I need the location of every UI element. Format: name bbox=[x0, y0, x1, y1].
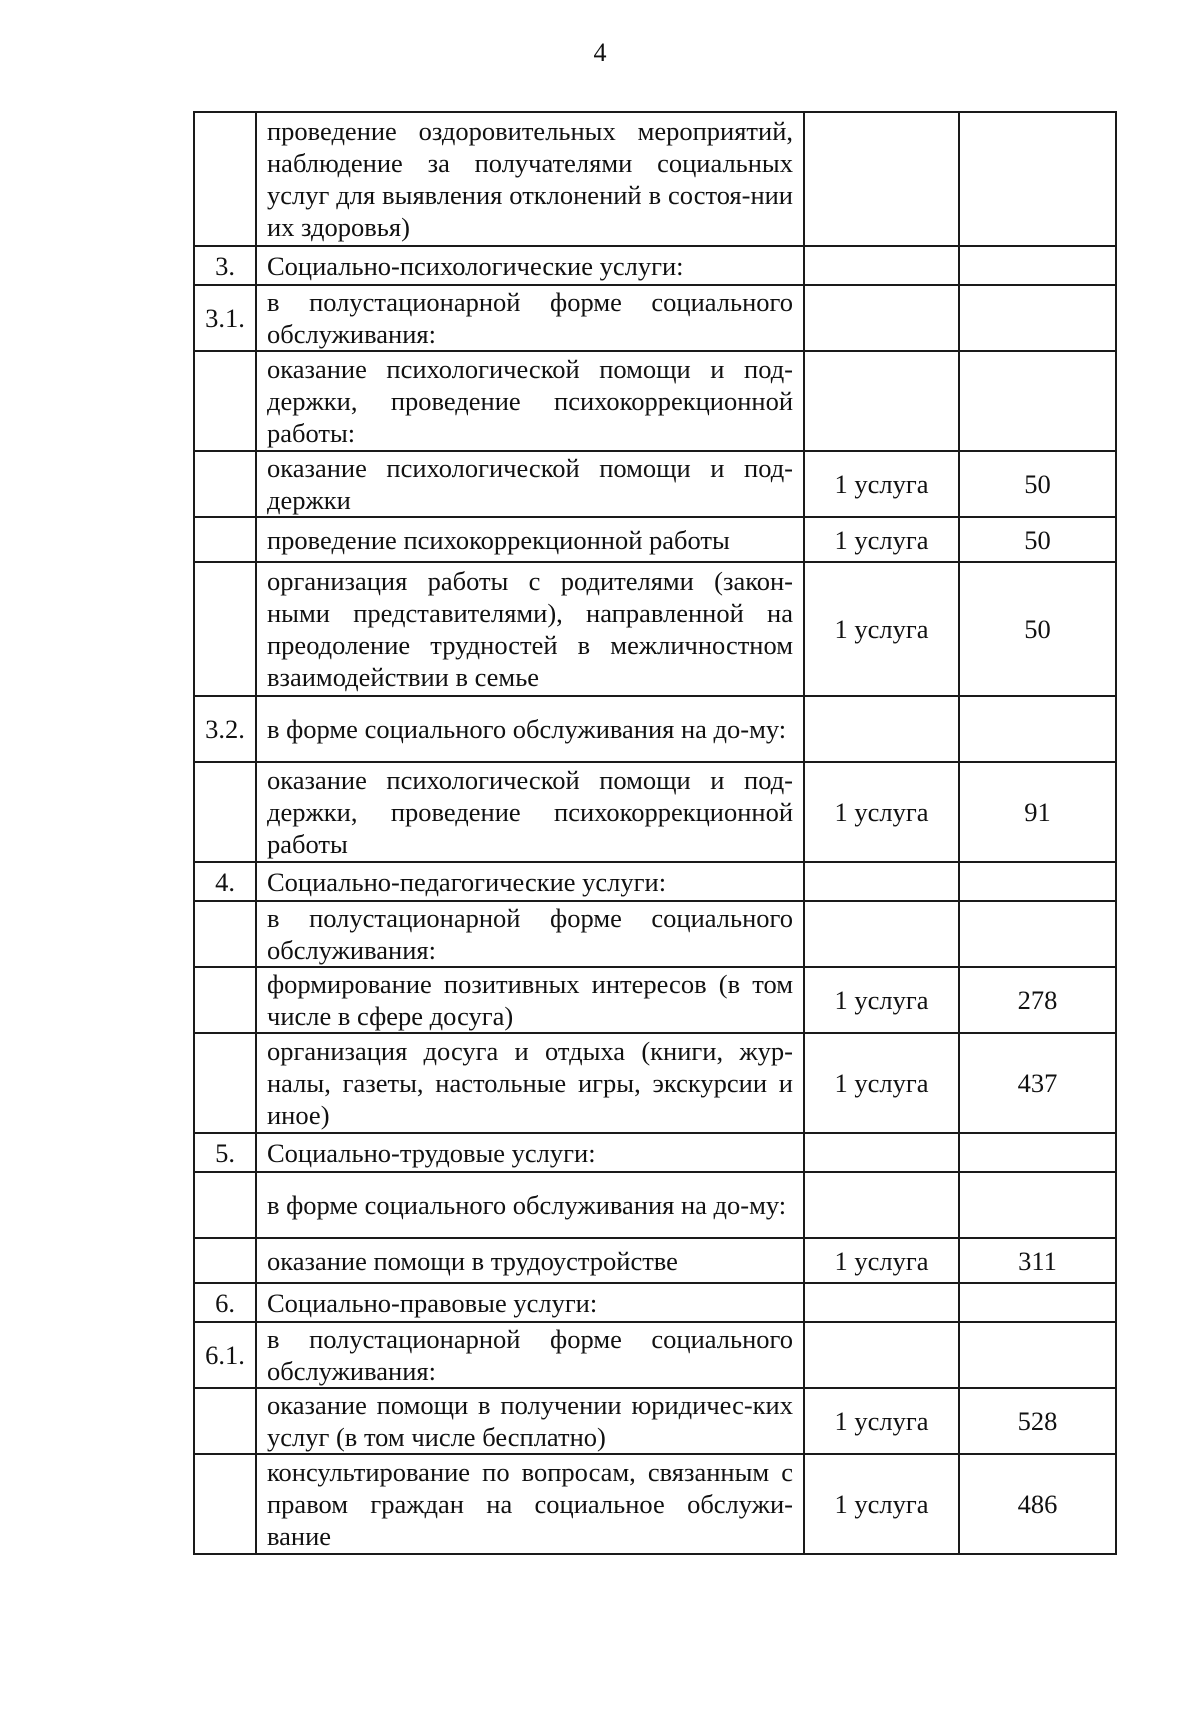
table-row bbox=[194, 246, 1116, 285]
table-row bbox=[194, 1033, 1116, 1133]
service-description: в форме социального обслуживания на до-му: bbox=[256, 1172, 804, 1238]
table-row bbox=[194, 1133, 1116, 1172]
value-cell bbox=[959, 1322, 1116, 1388]
service-description: в форме социального обслуживания на до-му: bbox=[256, 696, 804, 762]
unit-cell: 1 услуга bbox=[804, 1238, 959, 1283]
value-cell: 486 bbox=[959, 1454, 1116, 1554]
row-number: 3.2. bbox=[194, 696, 256, 762]
table-row bbox=[194, 1283, 1116, 1322]
service-description: в полустационарной форме социального обслуживания: bbox=[256, 285, 804, 351]
value-cell bbox=[959, 285, 1116, 351]
service-description: проведение оздоровительных мероприятий, наблюдение за получателями социальных услуг для выявления отклонений в состоя-нии их здоровья) bbox=[256, 112, 804, 246]
table-row bbox=[194, 1322, 1116, 1388]
row-number bbox=[194, 762, 256, 862]
row-number bbox=[194, 1388, 256, 1454]
service-description: в полустационарной форме социального обслуживания: bbox=[256, 1322, 804, 1388]
table-row bbox=[194, 901, 1116, 967]
value-cell: 91 bbox=[959, 762, 1116, 862]
value-cell bbox=[959, 351, 1116, 451]
value-cell bbox=[959, 1283, 1116, 1322]
service-description: оказание психологической помощи и под-держки bbox=[256, 451, 804, 517]
value-cell: 50 bbox=[959, 562, 1116, 696]
unit-cell: 1 услуга bbox=[804, 517, 959, 562]
row-number: 3.1. bbox=[194, 285, 256, 351]
unit-cell bbox=[804, 285, 959, 351]
row-number bbox=[194, 1033, 256, 1133]
row-number bbox=[194, 1172, 256, 1238]
table-row bbox=[194, 1172, 1116, 1238]
row-number bbox=[194, 562, 256, 696]
row-number bbox=[194, 901, 256, 967]
service-description: Социально-психологические услуги: bbox=[256, 246, 804, 285]
service-description: оказание помощи в получении юридичес-ких услуг (в том числе бесплатно) bbox=[256, 1388, 804, 1454]
services-table-body bbox=[194, 112, 1116, 1554]
row-number bbox=[194, 351, 256, 451]
unit-cell: 1 услуга bbox=[804, 1033, 959, 1133]
table-row bbox=[194, 451, 1116, 517]
service-description: оказание психологической помощи и под-держки, проведение психокоррекционной работы bbox=[256, 762, 804, 862]
row-number bbox=[194, 1454, 256, 1554]
unit-cell bbox=[804, 862, 959, 901]
table-row bbox=[194, 1238, 1116, 1283]
table-row bbox=[194, 351, 1116, 451]
value-cell: 278 bbox=[959, 967, 1116, 1033]
row-number: 6.1. bbox=[194, 1322, 256, 1388]
service-description: в полустационарной форме социального обслуживания: bbox=[256, 901, 804, 967]
table-row bbox=[194, 762, 1116, 862]
value-cell bbox=[959, 1133, 1116, 1172]
value-cell: 437 bbox=[959, 1033, 1116, 1133]
service-description: формирование позитивных интересов (в том числе в сфере досуга) bbox=[256, 967, 804, 1033]
unit-cell bbox=[804, 1133, 959, 1172]
table-row bbox=[194, 1388, 1116, 1454]
value-cell bbox=[959, 1172, 1116, 1238]
row-number bbox=[194, 517, 256, 562]
row-number bbox=[194, 1238, 256, 1283]
unit-cell bbox=[804, 1172, 959, 1238]
service-description: Социально-правовые услуги: bbox=[256, 1283, 804, 1322]
row-number: 5. bbox=[194, 1133, 256, 1172]
table-row bbox=[194, 285, 1116, 351]
unit-cell bbox=[804, 246, 959, 285]
service-description: оказание помощи в трудоустройстве bbox=[256, 1238, 804, 1283]
page-number: 4 bbox=[593, 38, 607, 67]
service-description: организация досуга и отдыха (книги, жур-налы, газеты, настольные игры, экскурсии и иное) bbox=[256, 1033, 804, 1133]
unit-cell bbox=[804, 112, 959, 246]
value-cell: 50 bbox=[959, 517, 1116, 562]
value-cell bbox=[959, 862, 1116, 901]
unit-cell: 1 услуга bbox=[804, 562, 959, 696]
unit-cell bbox=[804, 696, 959, 762]
table-row bbox=[194, 112, 1116, 246]
unit-cell: 1 услуга bbox=[804, 451, 959, 517]
value-cell: 528 bbox=[959, 1388, 1116, 1454]
service-description: оказание психологической помощи и под-держки, проведение психокоррекционной работы: bbox=[256, 351, 804, 451]
unit-cell bbox=[804, 1322, 959, 1388]
service-description: консультирование по вопросам, связанным с правом граждан на социальное обслужи-вание bbox=[256, 1454, 804, 1554]
row-number bbox=[194, 451, 256, 517]
value-cell bbox=[959, 246, 1116, 285]
row-number bbox=[194, 112, 256, 246]
table-row bbox=[194, 1454, 1116, 1554]
table-row bbox=[194, 862, 1116, 901]
unit-cell bbox=[804, 351, 959, 451]
service-description: Социально-педагогические услуги: bbox=[256, 862, 804, 901]
services-table bbox=[193, 111, 1117, 1555]
unit-cell bbox=[804, 1283, 959, 1322]
row-number: 3. bbox=[194, 246, 256, 285]
table-row bbox=[194, 696, 1116, 762]
value-cell: 311 bbox=[959, 1238, 1116, 1283]
row-number: 4. bbox=[194, 862, 256, 901]
service-description: Социально-трудовые услуги: bbox=[256, 1133, 804, 1172]
value-cell bbox=[959, 901, 1116, 967]
unit-cell: 1 услуга bbox=[804, 1454, 959, 1554]
row-number bbox=[194, 967, 256, 1033]
service-description: организация работы с родителями (закон-ными представителями), направленной на преодоление трудностей в межличностном взаимодействии в семье bbox=[256, 562, 804, 696]
value-cell bbox=[959, 696, 1116, 762]
unit-cell bbox=[804, 901, 959, 967]
service-description: проведение психокоррекционной работы bbox=[256, 517, 804, 562]
unit-cell: 1 услуга bbox=[804, 967, 959, 1033]
unit-cell: 1 услуга bbox=[804, 1388, 959, 1454]
table-row bbox=[194, 517, 1116, 562]
unit-cell: 1 услуга bbox=[804, 762, 959, 862]
value-cell: 50 bbox=[959, 451, 1116, 517]
table-row bbox=[194, 562, 1116, 696]
row-number: 6. bbox=[194, 1283, 256, 1322]
value-cell bbox=[959, 112, 1116, 246]
table-row bbox=[194, 967, 1116, 1033]
